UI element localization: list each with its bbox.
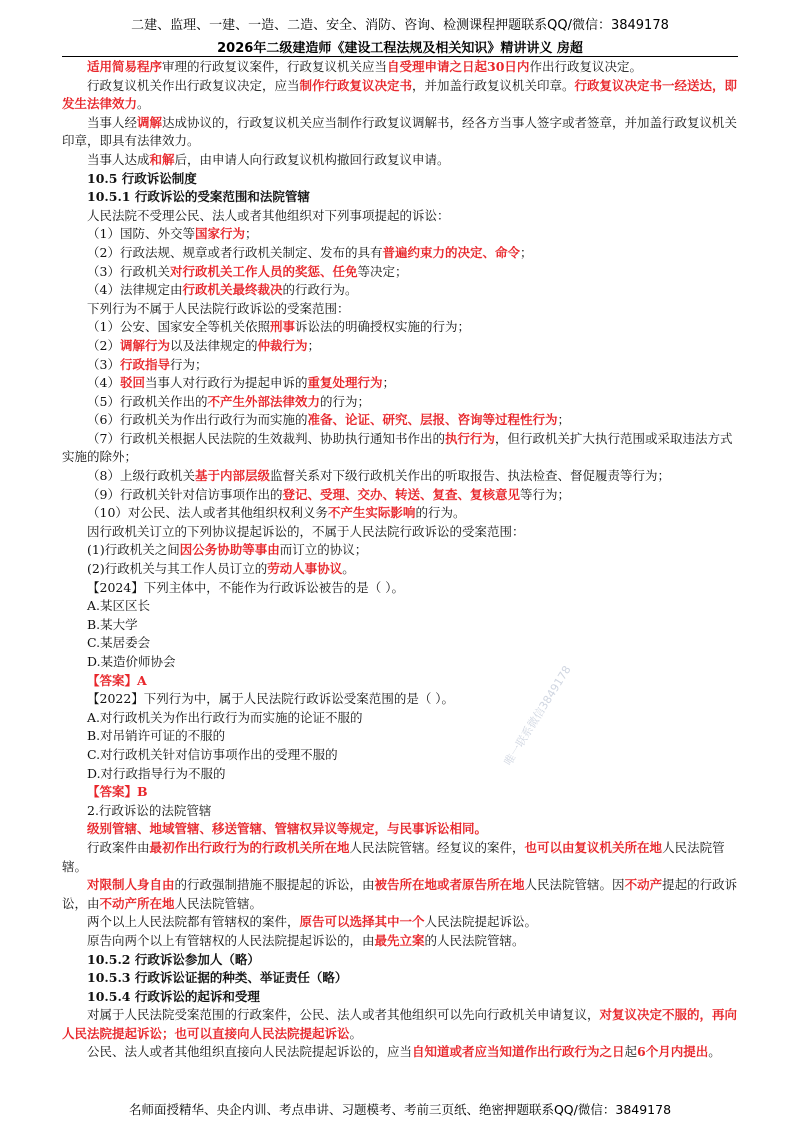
text: 人民法院管辖。因 — [524, 877, 625, 893]
emphasis: 调解行为 — [119, 337, 170, 353]
answer-value: B — [137, 784, 148, 800]
subsection-heading: 10.5.3 行政诉讼证据的种类、举证责任（略） — [87, 970, 348, 986]
text: 对属于人民法院受案范围的行政案件，公民、法人或者其他组织可以先向行政机关申请复议， — [87, 1007, 600, 1023]
emphasis: 普遍约束力的决定、命令 — [382, 244, 520, 260]
paragraph — [62, 839, 738, 876]
paragraph — [62, 1043, 738, 1062]
list-item — [62, 244, 738, 263]
list-item — [62, 560, 738, 579]
text: 后，由申请人向行政复议机构撤回行政复议申请。 — [174, 151, 450, 167]
emphasis: 对复议决定不服的，再向人民法院提起诉讼；也可以直接向人民法院提起诉讼 — [62, 1007, 738, 1041]
paragraph: 下列行为不属于人民法院行政诉讼的受案范围： — [87, 300, 350, 316]
question-option: D.对行政指导行为不服的 — [87, 765, 226, 781]
emphasis: 不产生实际影响 — [327, 505, 416, 521]
text: 。 — [137, 96, 150, 112]
question-stem: 【2024】下列主体中，不能作为行政诉讼被告的是（ ）。 — [87, 579, 405, 595]
subsection-heading: 10.5.4 行政诉讼的起诉和受理 — [87, 988, 260, 1004]
emphasis: 登记、受理、交办、转送、复查、复核意见 — [282, 486, 520, 502]
text: 以及法律规定的 — [169, 337, 258, 353]
document-title: 2026年二级建造师《建设工程法规及相关知识》精讲讲义 房超 — [217, 41, 583, 56]
list-item — [62, 356, 738, 375]
paragraph — [62, 114, 738, 151]
text: （1）公安、国家安全等机关依照 — [87, 319, 270, 335]
text: (2)行政机关与其工作人员订立的 — [87, 561, 268, 577]
paragraph — [62, 932, 738, 951]
text: 。 — [349, 1025, 363, 1041]
text: 原告向两个以上有管辖权的人民法院提起诉讼的，由 — [87, 932, 375, 948]
text: 审理的行政复议案件，行政复议机关应当 — [162, 59, 388, 74]
emphasis: 最初作出行政行为的行政机关所在地 — [149, 839, 350, 855]
text: 的人民法院管辖。 — [424, 932, 525, 948]
text: (1)行政机关之间 — [87, 542, 180, 558]
emphasis: 行政复议决定书一经送达，即发生法律效力 — [62, 77, 738, 112]
text: 等行为； — [519, 486, 570, 502]
text: （4） — [87, 375, 120, 391]
list-item — [62, 430, 738, 467]
text: （10）对公民、法人或者其他组织权利义务 — [87, 505, 328, 521]
answer-value: A — [137, 672, 147, 688]
paragraph: 因行政机关订立的下列协议提起诉讼的，不属于人民法院行政诉讼的受案范围： — [87, 523, 525, 539]
text: 当事人对行政行为提起申诉的 — [144, 375, 308, 391]
text: 人民法院管辖。 — [174, 895, 263, 911]
question-option: D.某造价师协会 — [87, 654, 176, 669]
emphasis: 被告所在地或者原告所在地 — [374, 877, 525, 893]
text: 的行政强制措施不服提起的诉讼，由 — [174, 877, 375, 893]
paragraph: 人民法院不受理公民、法人或者其他组织对下列事项提起的诉讼： — [87, 207, 450, 223]
text: 监督关系对下级行政机关作出的听取报告、执法检查、督促履责等行为； — [269, 468, 670, 484]
text: 而订立的协议； — [279, 542, 368, 558]
answer — [62, 672, 738, 691]
text: 的行为； — [319, 393, 370, 409]
text: 。 — [342, 561, 355, 577]
list-item — [62, 263, 738, 282]
text: 行为； — [169, 356, 208, 372]
text: （2）行政法规、规章或者行政机关制定、发布的具有 — [87, 244, 383, 260]
list-item — [62, 318, 738, 337]
subsection-heading: 10.5.2 行政诉讼参加人（略） — [87, 951, 260, 967]
emphasis: 准备、论证、研究、层报、咨询等过程性行为 — [307, 412, 558, 428]
list-item — [62, 467, 738, 486]
text: （9）行政机关针对信访事项作出的 — [87, 486, 283, 502]
emphasis: 和解 — [149, 151, 175, 167]
text: （3） — [87, 356, 120, 372]
emphasis: 刑事 — [269, 319, 295, 335]
paragraph — [62, 151, 738, 170]
text: （6）行政机关为作出行政行为而实施的 — [87, 412, 308, 428]
text: 人民法院提起诉讼。 — [424, 914, 538, 930]
answer — [62, 783, 738, 802]
emphasis: 6个月内提出 — [637, 1044, 709, 1060]
text: （4）法律规定由 — [87, 282, 183, 298]
text: 达成协议的，行政复议机关应当制作行政复议调解书，经各方当事人签字或者签章，并加盖行政复议机关印章，即具有法律效力。 — [62, 114, 738, 149]
question-option: B.某大学 — [87, 616, 138, 632]
text: 当事人经 — [87, 114, 138, 130]
text: 两个以上人民法院都有管辖权的案件， — [87, 914, 300, 930]
emphasis: 仲裁行为 — [257, 337, 308, 353]
question-option: C.某居委会 — [87, 635, 151, 651]
text: 公民、法人或者其他组织直接向人民法院提起诉讼的，应当 — [87, 1044, 413, 1060]
emphasis: 最先立案 — [374, 932, 425, 948]
list-item — [62, 281, 738, 300]
answer-label: 【答案】 — [87, 672, 138, 688]
text: 的行政行为。 — [282, 282, 358, 298]
text: 诉讼法的明确授权实施的行为； — [294, 319, 470, 335]
question-option: A.对行政机关为作出行政行为而实施的论证不服的 — [87, 709, 363, 725]
emphasis: 劳动人事协议 — [267, 561, 343, 577]
text: 的行为。 — [415, 505, 466, 521]
emphasis: 调解 — [137, 114, 163, 130]
emphasis: 驳回 — [119, 375, 145, 391]
text: ； — [519, 244, 533, 260]
emphasis: 不动产 — [624, 877, 663, 893]
question-option: A.某区区长 — [87, 598, 151, 614]
text: （3）行政机关 — [87, 263, 170, 279]
emphasis: 行政指导 — [119, 356, 170, 372]
footer-promo-line: 名师面授精华、央企内训、考点串讲、习题模考、考前三页纸、绝密押题联系QQ/微信：3849178 — [128, 1102, 672, 1117]
text: （1）国防、外交等 — [87, 226, 195, 242]
watermark: 唯一联系微信3849178 — [501, 663, 574, 768]
text: ； — [244, 226, 258, 242]
question-option: C.对行政机关针对信访事项作出的受理不服的 — [87, 746, 338, 762]
paragraph — [62, 1006, 738, 1043]
emphasis: 基于内部层级 — [194, 468, 270, 484]
list-item — [62, 541, 738, 560]
question-option: B.对吊销许可证的不服的 — [87, 728, 226, 744]
text: 人民法院管辖。经复议的案件， — [349, 839, 525, 855]
list-item — [62, 337, 738, 356]
text: （7）行政机关根据人民法院的生效裁判、协助执行通知书作出的 — [87, 430, 445, 446]
list-item — [62, 374, 738, 393]
answer-label: 【答案】 — [87, 784, 138, 800]
list-item — [62, 504, 738, 523]
emphasis: 也可以由复议机关所在地 — [524, 839, 663, 855]
text: 人民法院管辖。 — [62, 839, 725, 874]
text: ； — [307, 337, 321, 353]
section-heading: 10.5 行政诉讼制度 — [87, 170, 197, 186]
text: 等决定； — [357, 263, 408, 279]
emphasis: 不动产所在地 — [99, 895, 175, 911]
text: （5）行政机关作出的 — [87, 393, 208, 409]
key-point: 级别管辖、地域管辖、移送管辖、管辖权异议等规定，与民事诉讼相同。 — [87, 821, 488, 837]
emphasis: 自知道或者应当知道作出行政行为之日 — [412, 1044, 625, 1060]
text: ； — [382, 375, 396, 391]
header-divider — [62, 56, 738, 57]
paragraph — [62, 913, 738, 932]
emphasis: 执行行为 — [444, 430, 495, 446]
list-item — [62, 393, 738, 412]
text: 当事人达成 — [87, 151, 150, 167]
text: 提起的行政诉讼，由 — [62, 877, 738, 911]
text: 起 — [624, 1044, 638, 1060]
text: 行政复议机关作出行政复议决定，应当 — [87, 77, 300, 93]
emphasis: 重复处理行为 — [307, 375, 383, 391]
emphasis: 对限制人身自由 — [87, 877, 175, 893]
emphasis: 国家行为 — [194, 226, 245, 242]
text: 作出行政复议决定。 — [529, 59, 642, 74]
text: ，并加盖行政复议机关印章。 — [412, 77, 575, 93]
text: ，但行政机关扩大执行范围或采取违法方式实施的除外； — [62, 430, 733, 465]
paragraph — [62, 58, 738, 77]
emphasis: 对行政机关工作人员的奖惩、任免 — [169, 263, 358, 279]
list-item — [62, 225, 738, 244]
list-item — [62, 411, 738, 430]
emphasis: 制作行政复议决定书 — [299, 77, 413, 93]
emphasis: 原告可以选择其中一个 — [299, 914, 425, 930]
text: 。 — [708, 1044, 721, 1060]
emphasis: 因公务协助等事由 — [179, 542, 280, 558]
emphasis: 不产生外部法律效力 — [207, 393, 320, 409]
text: 行政案件由 — [87, 839, 150, 855]
section-subtitle: 2.行政诉讼的法院管辖 — [87, 802, 212, 818]
emphasis: 适用简易程序 — [87, 59, 163, 74]
paragraph — [62, 876, 738, 913]
list-item — [62, 486, 738, 505]
question-stem: 【2022】下列行为中，属于人民法院行政诉讼受案范围的是（ ）。 — [87, 691, 455, 707]
subsection-heading: 10.5.1 行政诉讼的受案范围和法院管辖 — [87, 189, 310, 205]
text: （8）上级行政机关 — [87, 468, 195, 484]
text: （2） — [87, 337, 120, 353]
paragraph — [62, 77, 738, 114]
header-promo-line: 二建、监理、一建、一造、二造、安全、消防、咨询、检测课程押题联系QQ/微信：3849178 — [131, 18, 669, 33]
text: ； — [557, 412, 570, 428]
emphasis: 自受理申请之日起30日内 — [387, 59, 530, 74]
emphasis: 行政机关最终裁决 — [182, 282, 283, 298]
document-body — [62, 58, 738, 1062]
